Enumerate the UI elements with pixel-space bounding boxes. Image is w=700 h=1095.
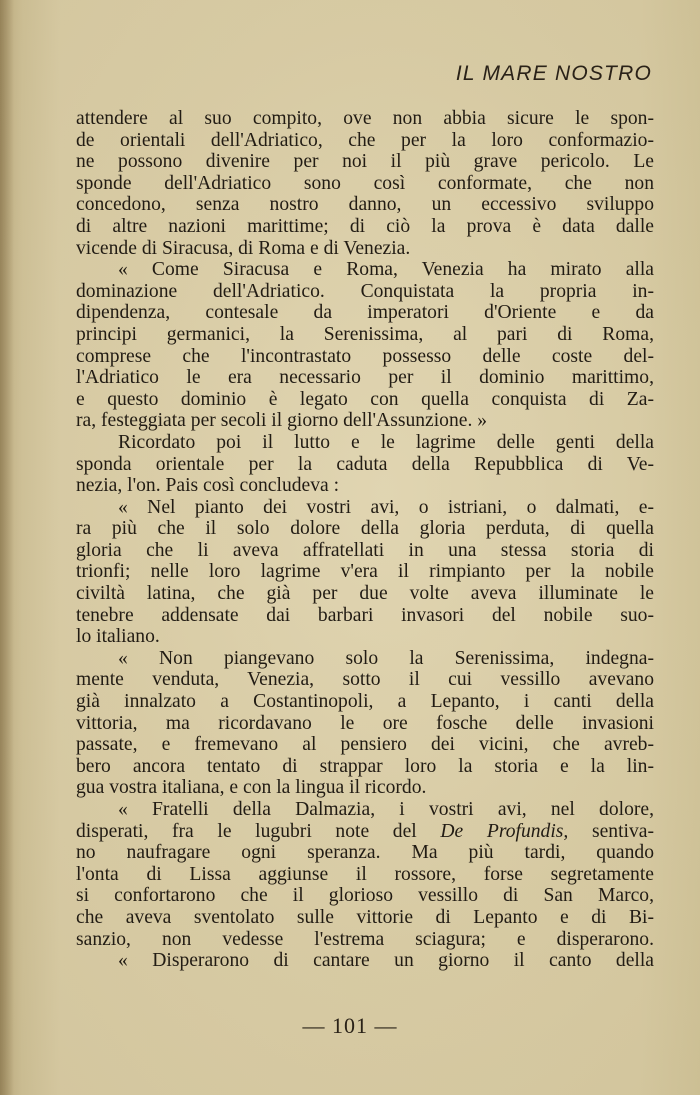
text-line: sanzio, non vedesse l'estrema sciagura; e disperarono. <box>76 928 654 950</box>
text-line: civiltà latina, che già per due volte aveva illuminate le <box>76 583 654 605</box>
text-line: vittoria, ma ricordavano le ore fosche delle invasioni <box>76 712 654 734</box>
running-head: IL MARE NOSTRO <box>455 62 652 85</box>
text-line: dipendenza, contesale da imperatori d'Oriente e da <box>76 302 654 324</box>
text-line: gua vostra italiana, e con la lingua il ricordo. <box>76 777 427 799</box>
text-line: bero ancora tentato di strappar loro la storia e la lin- <box>76 755 654 777</box>
text-line: « Disperarono di cantare un giorno il canto della <box>118 950 654 972</box>
text-line: dominazione dell'Adriatico. Conquistata la propria in- <box>76 280 654 302</box>
text-line: l'Adriatico le era necessario per il dominio marittimo, <box>76 367 654 389</box>
text-line: di altre nazioni marittime; di ciò la prova è data dalle <box>76 215 654 237</box>
text-line: « Nel pianto dei vostri avi, o istriani, o dalmati, e- <box>118 496 654 518</box>
text-line: lo italiano. <box>76 626 160 648</box>
text-line: ra, festeggiata per secoli il giorno dell'Assunzione. » <box>76 410 488 432</box>
text-line: Ricordato poi il lutto e le lagrime delle genti della <box>118 431 654 453</box>
text-line: e questo dominio è legato con quella conquista di Za- <box>76 388 654 410</box>
text-line: de orientali dell'Adriatico, che per la loro conformazio- <box>76 129 654 151</box>
text-line: no naufragare ogni speranza. Ma più tardi, quando <box>76 842 654 864</box>
text-line: nezia, l'on. Pais così concludeva : <box>76 475 340 497</box>
text-line: che aveva sventolato sulle vittorie di Lepanto e di Bi- <box>76 906 654 928</box>
text-line: si confortarono che il glorioso vessillo di San Marco, <box>76 885 654 907</box>
text-line: comprese che l'incontrastato possesso delle coste del- <box>76 345 654 367</box>
text-line: l'onta di Lissa aggiunse il rossore, forse segretamente <box>76 863 654 885</box>
italic-title: De Profundis, <box>440 820 569 842</box>
text-line: tenebre addensate dai barbari invasori del nobile suo- <box>76 604 654 626</box>
spine-shadow <box>0 0 14 1095</box>
text-line: « Come Siracusa e Roma, Venezia ha mirato alla <box>118 259 654 281</box>
page-number: — 101 — <box>302 1013 398 1038</box>
text-line: disperati, fra le lugubri note del De Profundis, sentiva- <box>76 820 654 842</box>
text-line: principi germanici, la Serenissima, al pari di Roma, <box>76 323 654 345</box>
text-line: concedono, senza nostro danno, un eccessivo sviluppo <box>76 194 654 216</box>
text-line: vicende di Siracusa, di Roma e di Venezia. <box>76 237 411 259</box>
text-line: sponda orientale per la caduta della Repubblica di Ve- <box>76 453 654 475</box>
text-line: gloria che li aveva affratellati in una stessa storia di <box>76 539 654 561</box>
text-line: « Fratelli della Dalmazia, i vostri avi, nel dolore, <box>118 799 654 820</box>
text-line: trionfi; nelle loro lagrime v'era il rimpianto per la nobile <box>76 561 654 583</box>
text-line: già innalzato a Costantinopoli, a Lepanto, i canti della <box>76 691 654 713</box>
text-line: « Non piangevano solo la Serenissima, indegna- <box>118 647 654 669</box>
text-line: ra più che il solo dolore della gloria perduta, di quella <box>76 518 654 540</box>
text-line: sponde dell'Adriatico sono così conformate, che non <box>76 172 654 194</box>
text-line: attendere al suo compito, ove non abbia sicure le spon- <box>76 108 654 129</box>
text-line: passate, e fremevano al pensiero dei vicini, che avreb- <box>76 734 654 756</box>
text-line: mente venduta, Venezia, sotto il cui vessillo avevano <box>76 669 654 691</box>
text-line: ne possono divenire per noi il più grave pericolo. Le <box>76 151 654 173</box>
body-text <box>76 108 654 972</box>
